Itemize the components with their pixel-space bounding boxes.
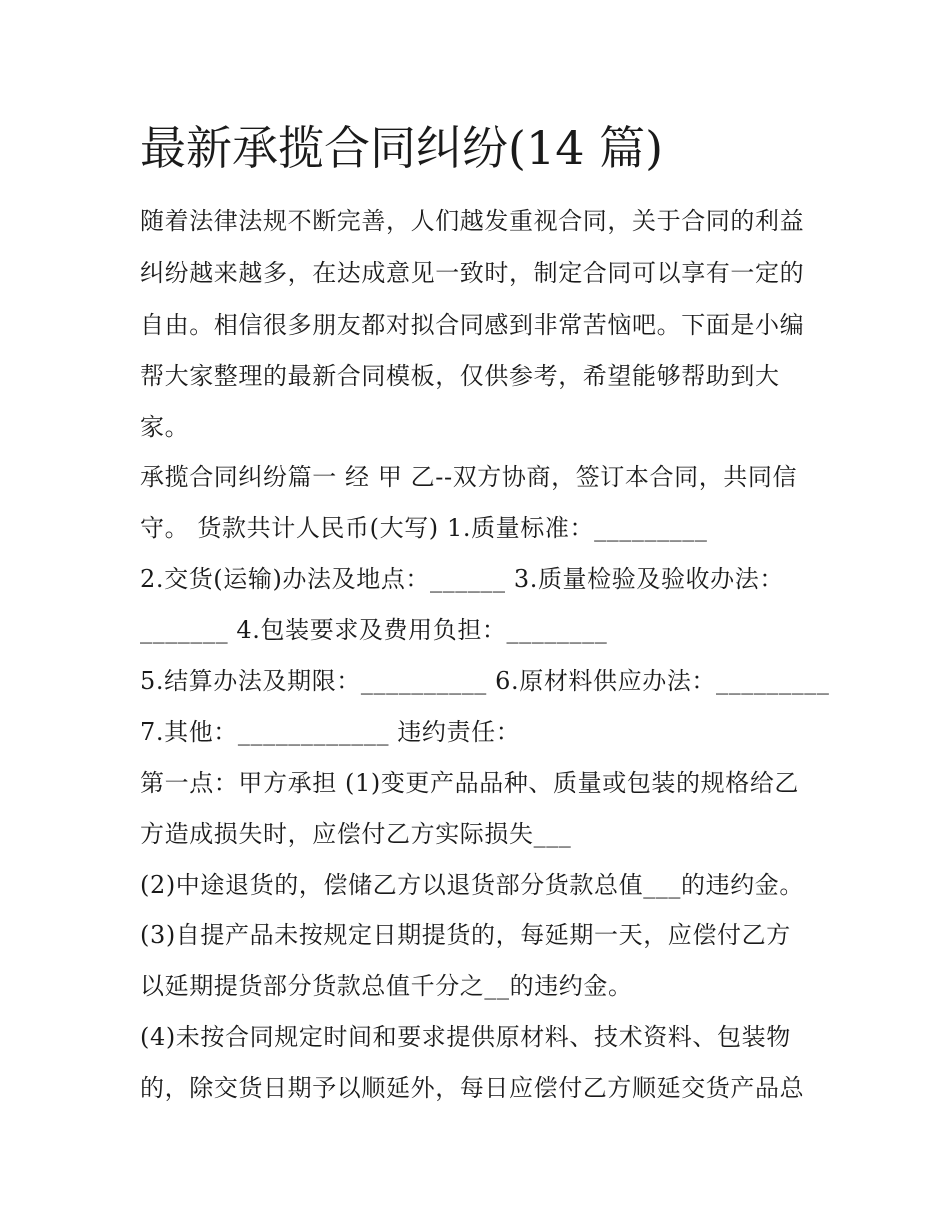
paragraph-line: 帮大家整理的最新合同模板，仅供参考，希望能够帮助到大 bbox=[140, 362, 780, 390]
paragraph-line: 以延期提货部分货款总值千分之__的违约金。 bbox=[140, 972, 633, 1000]
paragraph-line: 自由。相信很多朋友都对拟合同感到非常苦恼吧。下面是小编 bbox=[140, 311, 805, 339]
paragraph-line: 的，除交货日期予以顺延外，每日应偿付乙方顺延交货产品总 bbox=[140, 1074, 805, 1102]
paragraph-line: 家。 bbox=[140, 413, 190, 441]
document-title: 最新承揽合同纠纷(14 篇) bbox=[140, 121, 664, 175]
paragraph-line: (4)未按合同规定时间和要求提供原材料、技术资料、包装物 bbox=[140, 1023, 791, 1051]
paragraph-line: 守。 货款共计人民币(大写) 1.质量标准：_________ bbox=[140, 514, 708, 542]
paragraph-line: 7.其他：____________ 违约责任： bbox=[140, 718, 521, 746]
paragraph-line: 方造成损失时，应偿付乙方实际损失___ bbox=[140, 820, 572, 848]
paragraph-line: (3)自提产品未按规定日期提货的，每延期一天，应偿付乙方 bbox=[140, 921, 791, 949]
paragraph-line: 纠纷越来越多，在达成意见一致时，制定合同可以享有一定的 bbox=[140, 259, 805, 287]
paragraph-line: (2)中途退货的，偿储乙方以退货部分货款总值___的违约金。 bbox=[140, 871, 804, 899]
paragraph-line: _______ 4.包装要求及费用负担：________ bbox=[140, 616, 608, 644]
paragraph-line: 2.交货(运输)办法及地点：______ 3.质量检验及验收办法： bbox=[140, 565, 784, 593]
paragraph-line: 5.结算办法及期限：__________ 6.原材料供应办法：_________ bbox=[140, 667, 830, 695]
paragraph-line: 第一点：甲方承担 (1)变更产品品种、质量或包装的规格给乙 bbox=[140, 769, 800, 797]
paragraph-line: 承揽合同纠纷篇一 经 甲 乙--双方协商，签订本合同，共同信 bbox=[140, 463, 798, 491]
paragraph-line: 随着法律法规不断完善，人们越发重视合同，关于合同的利益 bbox=[140, 207, 805, 235]
